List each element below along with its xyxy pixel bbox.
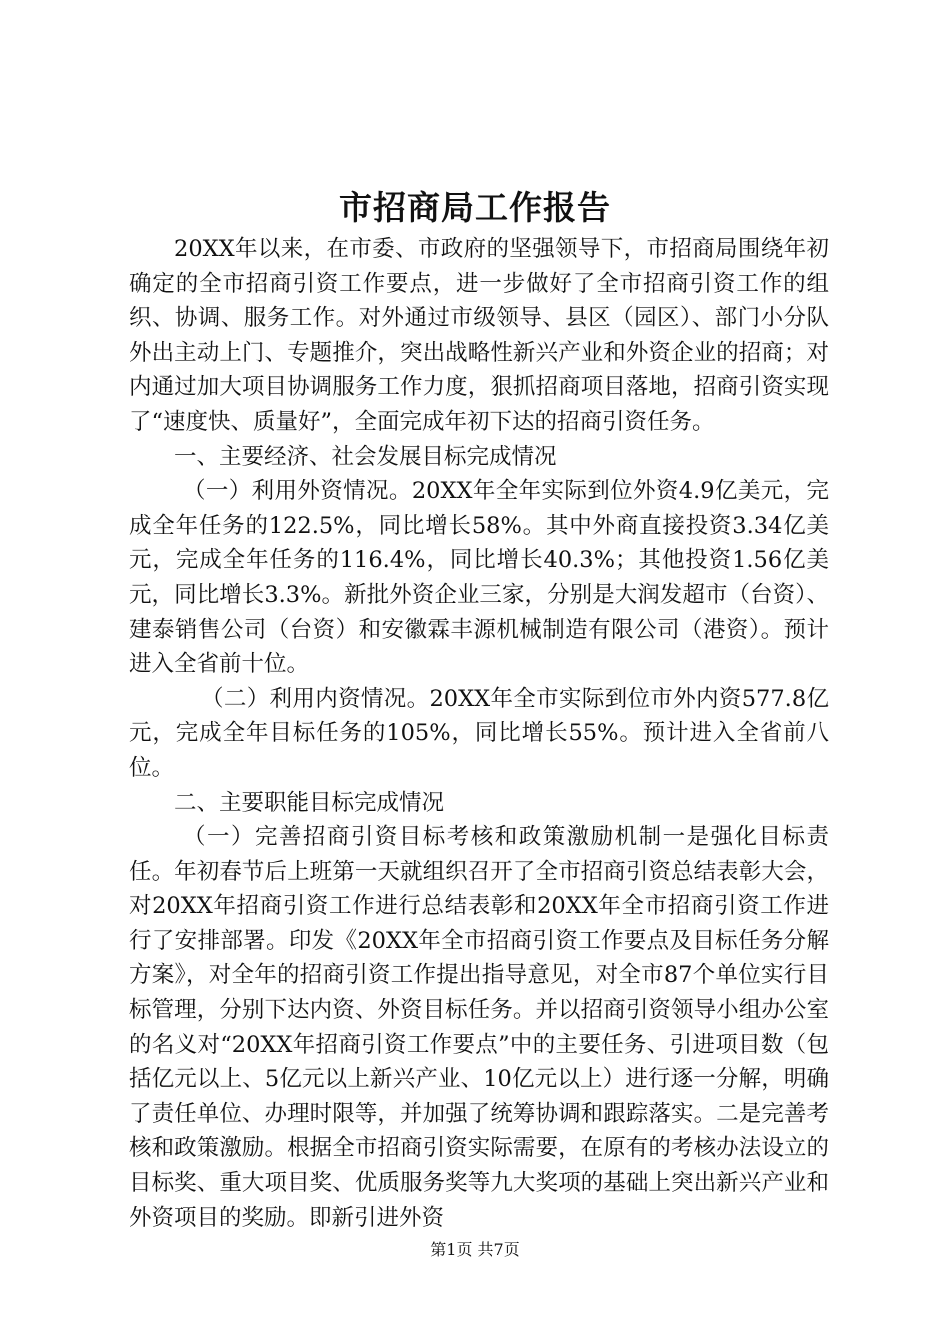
document-body: [129, 232, 829, 1235]
document-title: 市招商局工作报告: [339, 188, 611, 227]
subsection-domestic-investment: （二）利用内资情况。20XX年全市实际到位市外内资577.8亿元，完成全年目标任务的105%，同比增长55%。预计进入全省前八位。: [129, 685, 829, 781]
section-heading-2: 二、主要职能目标完成情况: [174, 789, 445, 816]
page-number-footer: 第1页 共7页: [430, 1240, 520, 1259]
subsection-assessment-mechanism: （一）完善招商引资目标考核和政策激励机制一是强化目标责任。年初春节后上班第一天就组织召开了全市招商引资总结表彰大会，对20XX年招商引资工作进行总结表彰和20XX年全市招商引资工作进行了安排部署。印发《20XX年全市招商引资工作要点及目标任务分解方案》，对全年的招商引资工作提出指导意见，对全市87个单位实行目标管理，分别下达内资、外资目标任务。并以招商引资领导小组办公室的名义对“20XX年招商引资工作要点”中的主要任务、引进项目数（包括亿元以上、5亿元以上新兴产业、10亿元以上）进行逐一分解，明确了责任单位、办理时限等，并加强了统筹协调和跟踪落实。二是完善考核和政策激励。根据全市招商引资实际需要，在原有的考核办法设立的目标奖、重大项目奖、优质服务奖等九大奖项的基础上突出新兴产业和外资项目的奖励。即新引进外资: [129, 824, 829, 1231]
intro-paragraph: 20XX年以来，在市委、市政府的坚强领导下，市招商局围绕年初确定的全市招商引资工作要点，进一步做好了全市招商引资工作的组织、协调、服务工作。对外通过市级领导、县区（园区）、部门小分队外出主动上门、专题推介，突出战略性新兴产业和外资企业的招商；对内通过加大项目协调服务工作力度，狠抓招商项目落地，招商引资实现了“速度快、质量好”，全面完成年初下达的招商引资任务。: [129, 236, 829, 435]
section-heading-1: 一、主要经济、社会发展目标完成情况: [174, 443, 557, 470]
subsection-foreign-investment: （一）利用外资情况。20XX年全年实际到位外资4.9亿美元，完成全年任务的122.5%，同比增长58%。其中外商直接投资3.34亿美元，完成全年任务的116.4%，同比增长40.3%；其他投资1.56亿美元，同比增长3.3%。新批外资企业三家，分别是大润发超市（台资）、建泰销售公司（台资）和安徽霖丰源机械制造有限公司（港资）。预计进入全省前十位。: [129, 478, 829, 678]
